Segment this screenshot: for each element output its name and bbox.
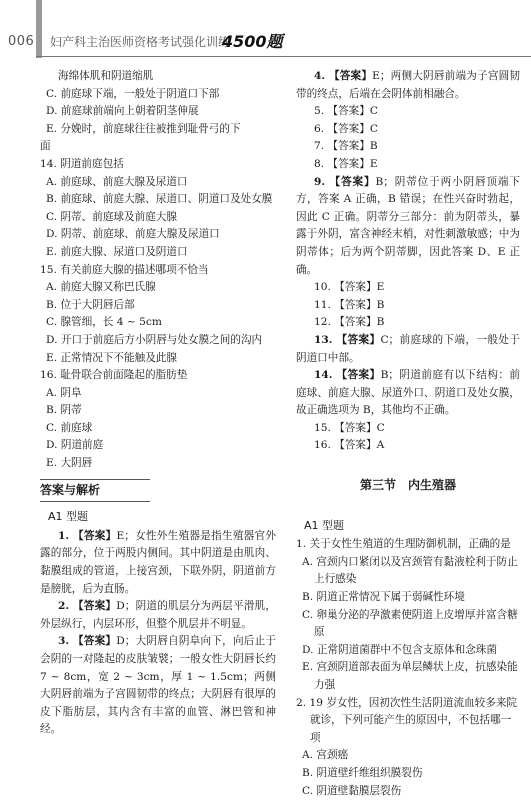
question-13-continued: 海绵体肌和阴道缩肌: [58, 70, 154, 82]
answer-5: 5. 【答案】C: [314, 105, 378, 118]
page-number: 006: [8, 34, 35, 49]
answer-10: 10. 【答案】E: [314, 281, 385, 294]
question-16-option-b: B. 阴蒂: [46, 404, 82, 417]
section3-question-2-stem: 2. 19 岁女性，因初次性生活阴道流血较多来院就诊，下列可能产生的原因中，不包括哪一项: [296, 696, 518, 744]
answer-4-tag: 4. 【答案】: [314, 70, 373, 82]
answer-12: 12. 【答案】B: [314, 316, 385, 329]
answer-13: [296, 332, 520, 367]
question-13-option-c: C. 前庭球下端，一般处于阴道口下部: [46, 87, 220, 100]
answer-7: 7. 【答案】B: [314, 140, 378, 153]
answer-1: [40, 528, 276, 598]
question-15-option-c: C. 腺管细，长 4 ~ 5cm: [46, 316, 162, 329]
section3-question-1-option-e: E. 宫颈阴道部表面为单层鳞状上皮，抗感染能力强: [302, 661, 518, 691]
left-column: [40, 68, 276, 739]
section3-question-1-option-b: B. 阴道正常情况下属于弱碱性环境: [302, 591, 465, 604]
header-accent-bar: [36, 0, 42, 58]
answer-4: [296, 68, 520, 103]
answer-1-text: E；女性外生殖器是指生殖器官外露的部分，位于两股内侧间。其中阴道是由肌肉、黏膜组成的管道，上接宫颈，下联外阴，阴道前方是膀胱，后为直肠。: [40, 529, 277, 595]
question-14-option-b: B. 前庭球、前庭大腺、尿道口、阴道口及处女膜: [46, 193, 273, 206]
answer-9-tag: 9. 【答案】: [314, 175, 376, 188]
answer-2-tag: 2. 【答案】: [58, 600, 117, 613]
book-question-count: 4500题: [222, 32, 283, 51]
answer-13-tag: 13. 【答案】: [314, 333, 381, 346]
question-15-stem: 15. 有关前庭大腺的描述哪项不恰当: [40, 263, 209, 276]
question-13-option-e: E. 分娩时，前庭球往往被推到耻骨弓的下: [46, 122, 241, 135]
question-15-option-d: D. 开口于前庭后方小阴唇与处女膜之间的沟内: [46, 333, 263, 346]
question-16-option-e: E. 大阴唇: [46, 457, 93, 470]
answer-13-text: C；前庭球的下端，一般处于阴道口中部。: [296, 333, 520, 364]
answer-3: [40, 633, 276, 739]
answer-14: [296, 367, 520, 420]
answer-1-tag: 1. 【答案】: [58, 529, 117, 542]
a1-type-heading: A1 型题: [48, 510, 89, 524]
right-column: [296, 68, 520, 800]
answer-11: 11. 【答案】B: [314, 298, 385, 311]
section3-question-1-option-d: D. 正常阴道菌群中不包含支原体和念珠菌: [302, 643, 497, 656]
question-14-option-d: D. 阴蒂、前庭球、前庭大腺及尿道口: [46, 228, 220, 241]
section3-question-1-stem: 1. 关于女性生殖道的生理防御机制，正确的是: [296, 538, 511, 551]
section3-question-2-option-a: A. 宫颈癌: [302, 749, 349, 762]
answer-2: [40, 598, 276, 633]
book-title: 妇产科主治医师资格考试强化训练: [50, 35, 231, 49]
question-16-option-d: D. 阴道前庭: [46, 439, 104, 452]
answer-9-text: B；阴蒂位于两小阴唇顶端下方，答案 A 正确，B 错误；在性兴奋时勃起，因此 C 正确。阴蒂分三部分：前为阴蒂头，暴露于外阴，富含神经末梢，对性刺激敏感；中为阴蒂体；后为两个阴蒂脚，因此答案 D、E 正确。: [296, 175, 520, 276]
answer-15: 15. 【答案】C: [314, 421, 385, 434]
question-16-option-a: A. 阴阜: [46, 386, 82, 399]
answer-3-text: D；大阴唇自阴阜向下，向后止于会阴的一对隆起的皮肤皱襞；一般女性大阴唇长约 7 ~ 8cm，宽 2 ~ 3cm，厚 1 ~ 1.5cm；两侧大阴唇前端为子宫圆韧带的终点；大阴唇有很厚的皮下脂肪层，其内含有丰富的血管、淋巴管和神经。: [40, 635, 277, 736]
question-15-option-b: B. 位于大阴唇后部: [46, 298, 135, 311]
question-14-option-c: C. 阴蒂、前庭球及前庭大腺: [46, 210, 177, 223]
answer-6: 6. 【答案】C: [314, 122, 378, 135]
section3-question-1-option-c: C. 卵巢分泌的孕激素使阴道上皮增厚并富含糖原: [302, 608, 518, 639]
answer-3-tag: 3. 【答案】: [58, 635, 117, 648]
question-16-option-c: C. 前庭球: [46, 421, 93, 434]
answer-8: 8. 【答案】E: [314, 157, 378, 170]
question-14-option-e: E. 前庭大腺、尿道口及阴道口: [46, 245, 188, 258]
section-title: 第三节 内生殖器: [359, 478, 456, 493]
question-13-option-e-tail: 面: [40, 140, 51, 153]
a1-type-heading-2: A1 型题: [304, 518, 345, 532]
answer-4-text: E；两侧大阴唇前端为子宫圆韧带的终点，后端在会阴体前相融合。: [296, 70, 521, 100]
question-15-option-a: A. 前庭大腺又称巴氏腺: [46, 281, 156, 294]
answer-9: [296, 174, 520, 280]
header-divider: [36, 56, 531, 57]
answer-16: 16. 【答案】A: [314, 439, 385, 452]
question-14-stem: 14. 阴道前庭包括: [40, 157, 124, 170]
question-13-option-d: D. 前庭球前端向上朝着阴茎伸展: [46, 105, 199, 118]
section3-question-2-option-c: C. 阴道壁黏膜层裂伤: [302, 784, 402, 797]
section3-question-2-option-b: B. 阴道壁纤维组织膜裂伤: [302, 766, 423, 779]
section3-question-1-option-a: A. 宫颈内口紧闭以及宫颈管有黏液栓利于防止上行感染: [302, 555, 518, 586]
answer-14-tag: 14. 【答案】: [314, 369, 381, 382]
question-14-option-a: A. 前庭球、前庭大腺及尿道口: [46, 175, 188, 188]
answers-heading: 答案与解析: [40, 479, 150, 503]
question-15-option-e: E. 正常情况下不能触及此腺: [46, 351, 177, 364]
answer-2-text: D；阴道的肌层分为两层平滑肌，外层纵行，内层环形，但整个肌层并不明显。: [40, 600, 277, 630]
page-header: [0, 0, 531, 58]
answer-14-text: B；阴道前庭有以下结构：前庭球、前庭大腺、尿道外口、阴道口及处女膜，故正确选项为 B，其他均不正确。: [296, 369, 520, 417]
question-16-stem: 16. 耻骨联合前面隆起的脂肪垫: [40, 369, 188, 382]
